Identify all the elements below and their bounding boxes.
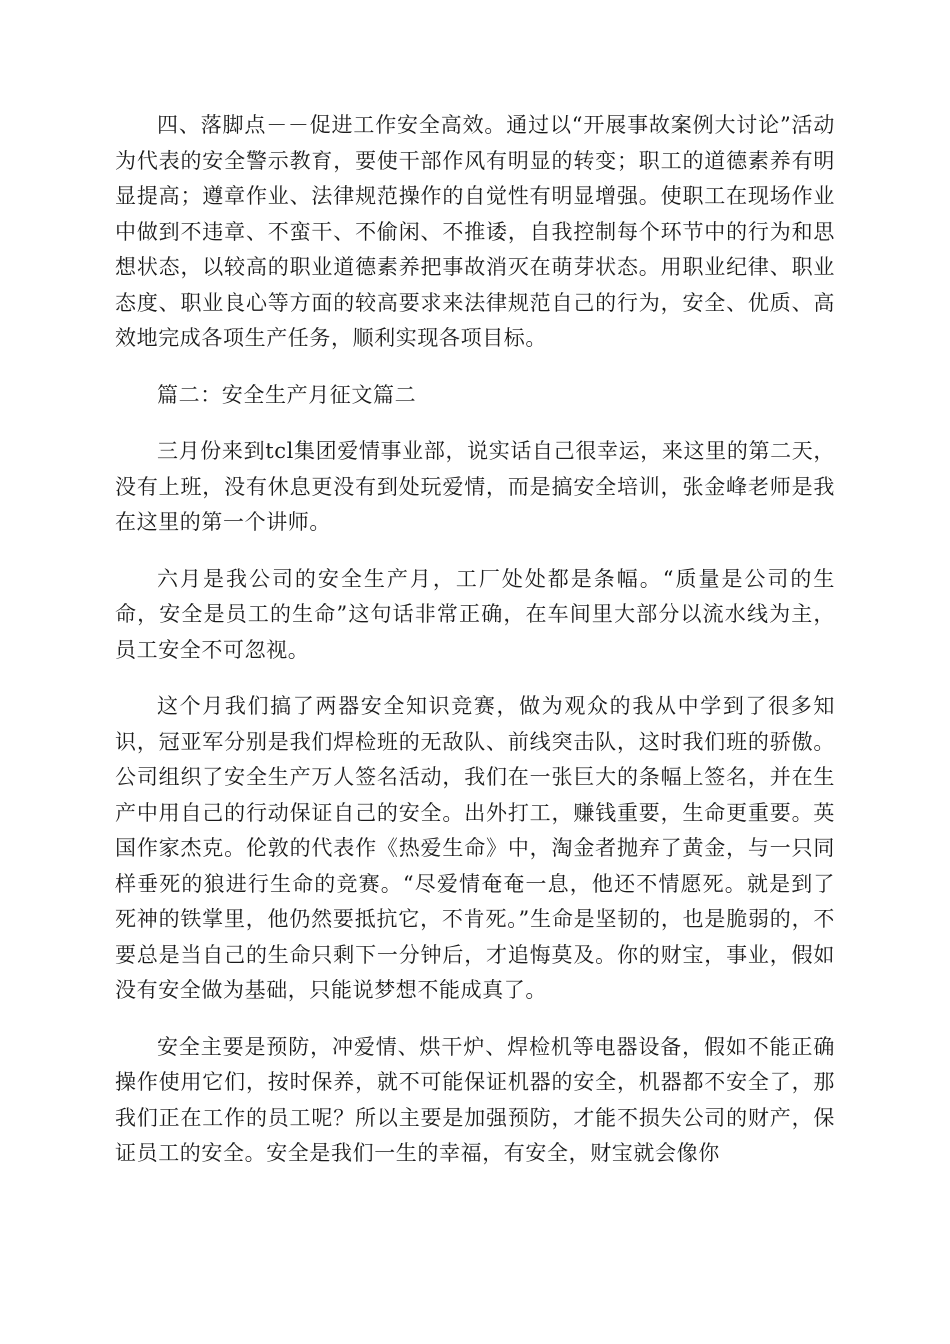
paragraph-prevention: 安全主要是预防，冲爱情、烘干炉、焊检机等电器设备，假如不能正确操作使用它们，按时保养，就不可能保证机器的安全，机器都不安全了，那我们正在工作的员工呢？所以主要是加强预防，才能不损失公司的财产，保证员工的安全。安全是我们一生的幸福，有安全，财宝就会像你 (115, 1034, 835, 1165)
paragraph-march: 三月份来到tcl集团爱情事业部，说实话自己很幸运，来这里的第二天，没有上班，没有休息更没有到处玩爱情，而是搞安全培训，张金峰老师是我在这里的第一个讲师。 (115, 439, 835, 534)
document-body (115, 108, 835, 1193)
paragraph-section-four: 四、落脚点－－促进工作安全高效。通过以“开展事故案例大讨论”活动为代表的安全警示教育，要使干部作风有明显的转变；职工的道德素养有明显提高；遵章作业、法律规范操作的自觉性有明显增强。使职工在现场作业中做到不违章、不蛮干、不偷闲、不推诿，自我控制每个环节中的行为和思想状态，以较高的职业道德素养把事故消灭在萌芽状态。用职业纪律、职业态度、职业良心等方面的较高要求来法律规范自己的行为，安全、优质、高效地完成各项生产任务，顺利实现各项目标。 (115, 113, 835, 350)
paragraph-competition: 这个月我们搞了两器安全知识竞赛，做为观众的我从中学到了很多知识，冠亚军分别是我们焊检班的无敌队、前线突击队，这时我们班的骄傲。公司组织了安全生产万人签名活动，我们在一张巨大的条幅上签名，并在生产中用自己的行动保证自己的安全。出外打工，赚钱重要，生命更重要。英国作家杰克。伦敦的代表作《热爱生命》中，淘金者抛弃了黄金，与一只同样垂死的狼进行生命的竞赛。“尽爱情奄奄一息，他还不情愿死。就是到了死神的铁掌里，他仍然要抵抗它，不肯死。”生命是坚韧的，也是脆弱的，不要总是当自己的生命只剩下一分钟后，才追悔莫及。你的财宝，事业，假如没有安全做为基础，只能说梦想不能成真了。 (115, 694, 835, 1002)
article-heading: 篇二：安全生产月征文篇二 (157, 382, 417, 407)
paragraph-june: 六月是我公司的安全生产月，工厂处处都是条幅。“质量是公司的生命，安全是员工的生命”这句话非常正确，在车间里大部分以流水线为主，员工安全不可忽视。 (115, 566, 835, 662)
